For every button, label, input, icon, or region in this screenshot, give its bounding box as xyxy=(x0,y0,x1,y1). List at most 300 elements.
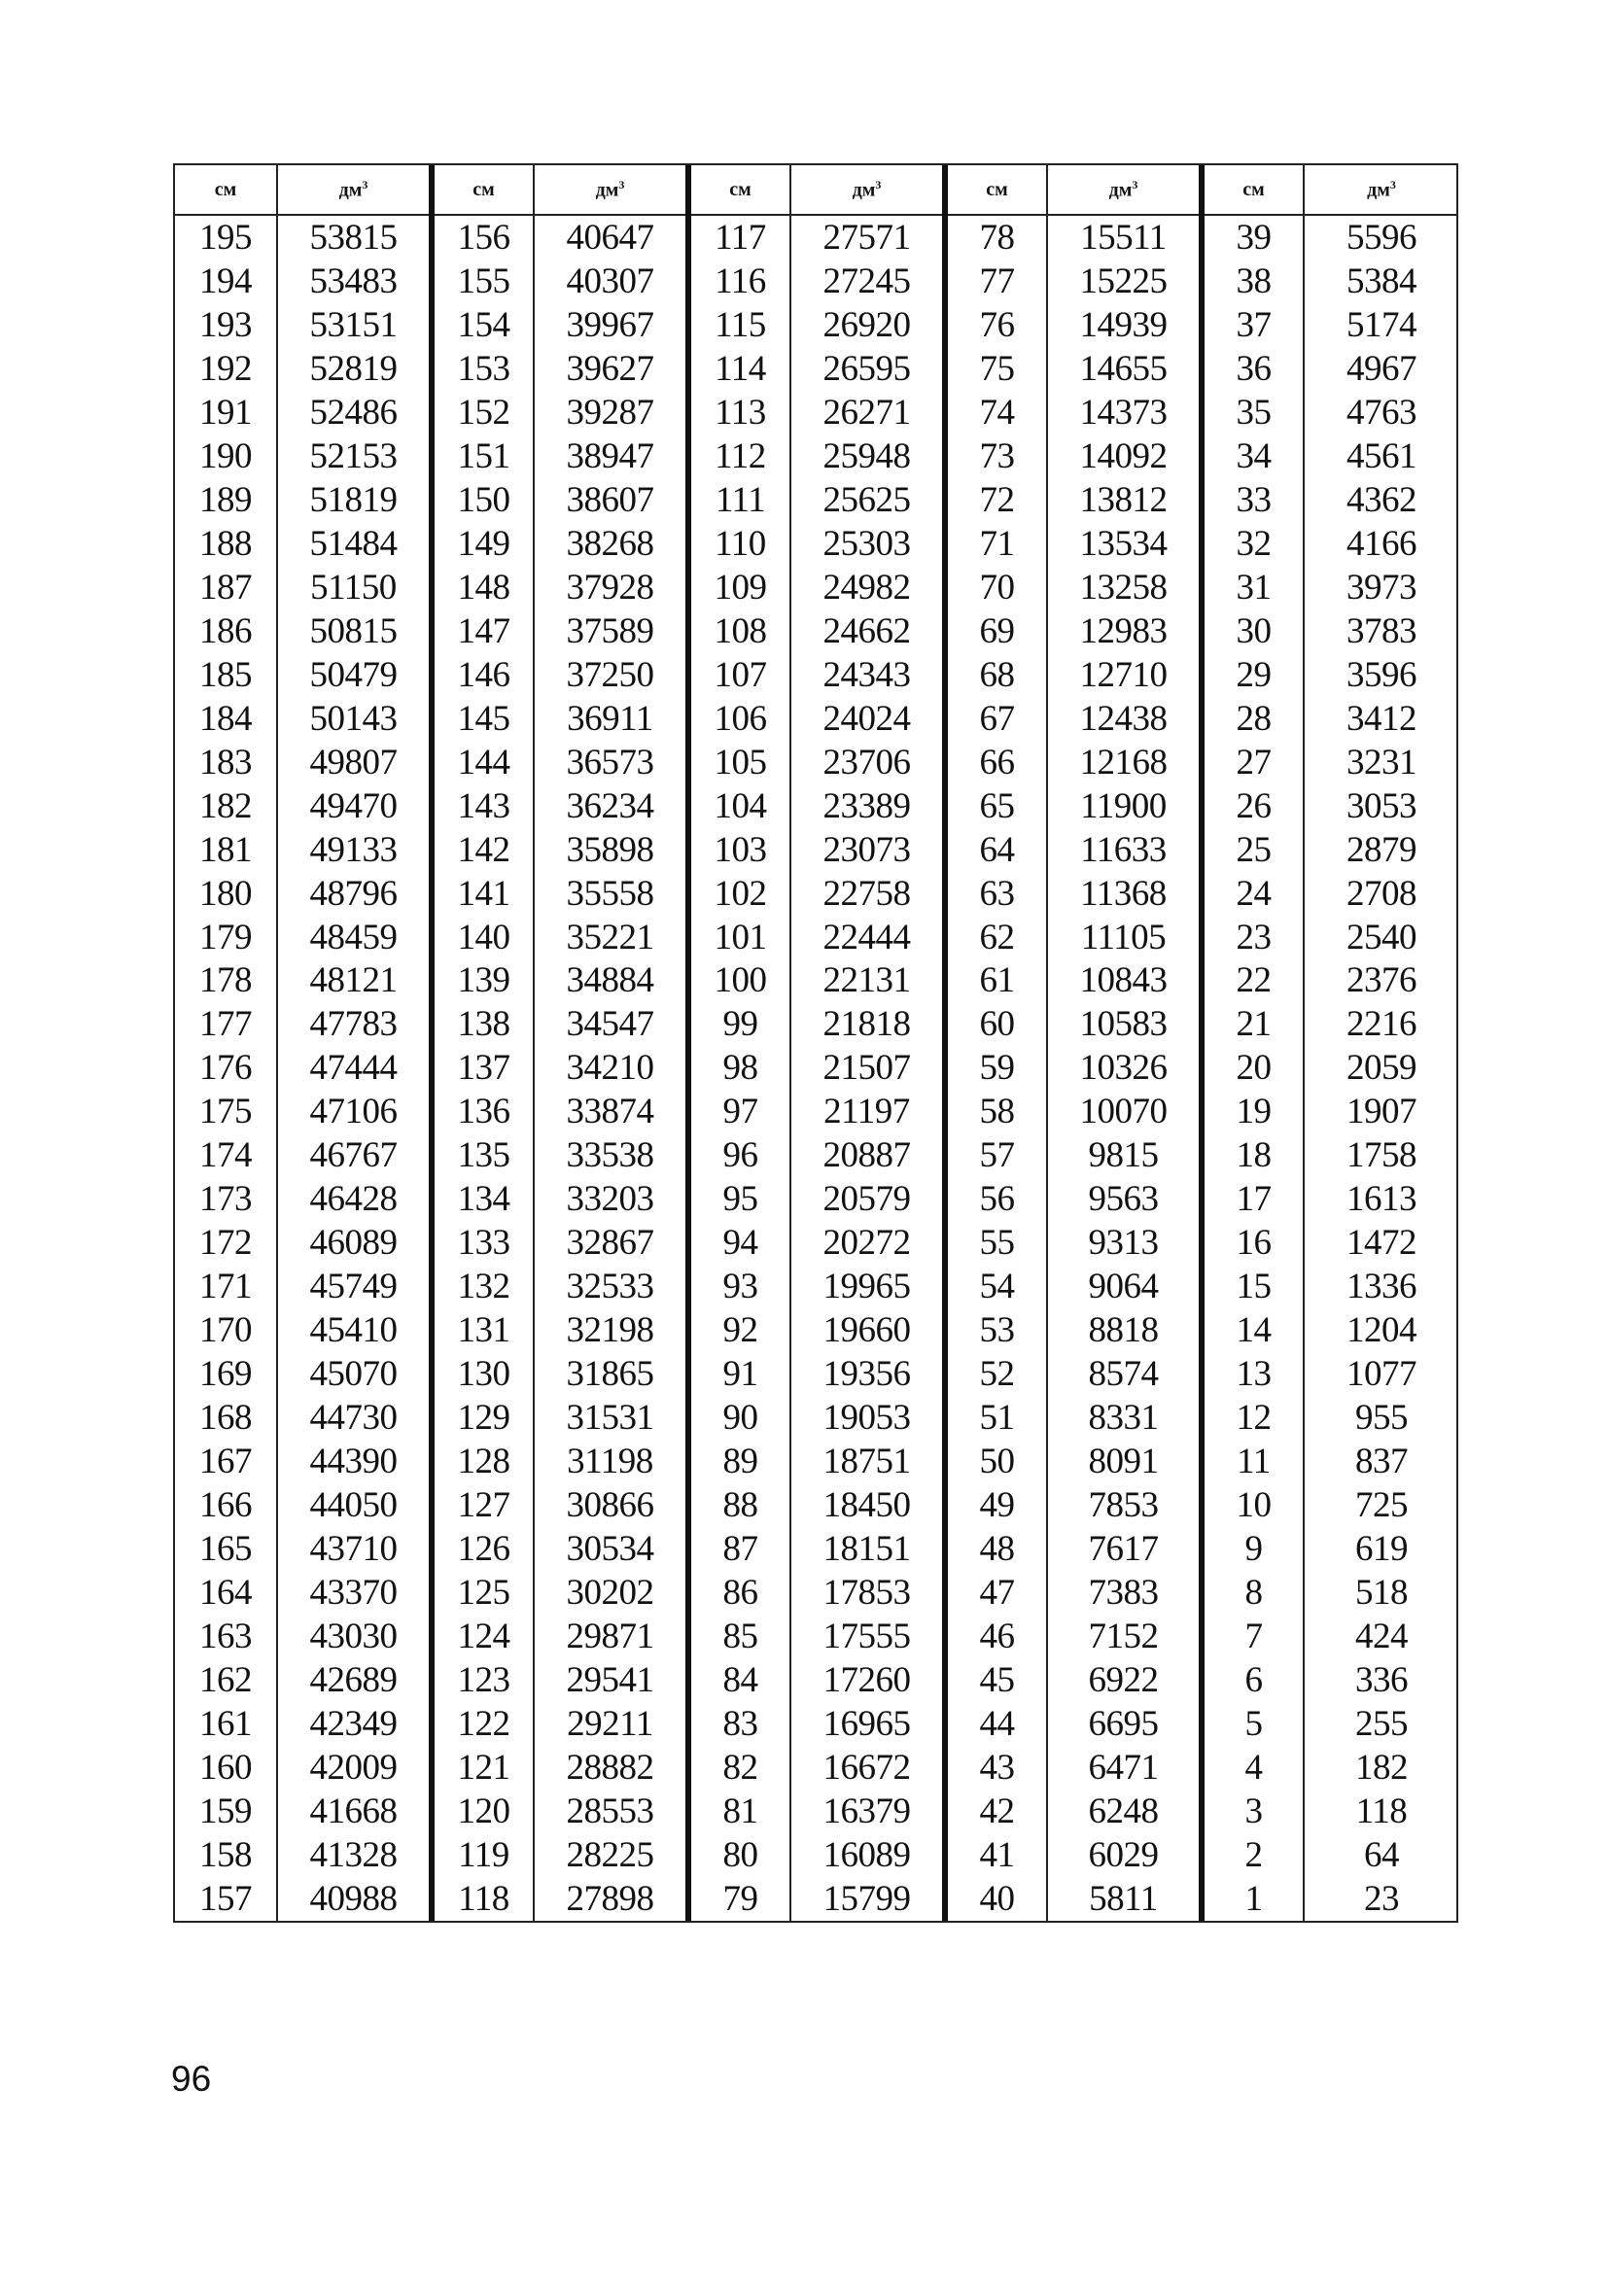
cell-dm3: 8091 xyxy=(1047,1440,1202,1483)
cell-cm: 184 xyxy=(175,697,277,741)
cell-cm: 132 xyxy=(432,1265,534,1308)
table-body xyxy=(175,215,1458,1921)
cell-dm3: 28882 xyxy=(534,1746,688,1790)
cell-cm: 108 xyxy=(688,609,790,653)
header-dm3-unit: дм xyxy=(852,179,876,201)
cell-cm: 36 xyxy=(1202,347,1304,391)
cell-cm: 173 xyxy=(175,1177,277,1221)
cell-dm3: 118 xyxy=(1355,1791,1408,1831)
cell-dm3: 2879 xyxy=(1346,829,1416,870)
cell-dm3: 11633 xyxy=(1047,828,1202,872)
cell-dm3: 51819 xyxy=(277,478,432,522)
table-row xyxy=(175,1658,1458,1702)
cell-dm3: 13812 xyxy=(1047,478,1202,522)
cell-dm3: 1204 xyxy=(1346,1310,1416,1351)
cell-cm: 27 xyxy=(1202,741,1304,784)
cell-cm: 70 xyxy=(945,566,1047,609)
cell-dm3: 33538 xyxy=(534,1133,688,1177)
cell-dm3: 22758 xyxy=(790,872,945,916)
cell-cm: 3 xyxy=(1202,1790,1304,1833)
cell-cm: 26 xyxy=(1202,784,1304,828)
cell-dm3: 53815 xyxy=(277,215,432,260)
cell-cm: 28 xyxy=(1202,697,1304,741)
header-dm3-exponent: 3 xyxy=(875,177,882,191)
cell-cm: 179 xyxy=(175,916,277,959)
table-header-row xyxy=(175,165,1458,215)
cell-dm3: 38607 xyxy=(534,478,688,522)
cell-cm: 33 xyxy=(1202,478,1304,522)
cell-dm3: 26920 xyxy=(790,303,945,347)
cell-cm: 103 xyxy=(688,828,790,872)
cell-cm: 97 xyxy=(688,1090,790,1133)
table-row xyxy=(175,303,1458,347)
cell-cm: 151 xyxy=(432,435,534,478)
cell-cm: 2 xyxy=(1202,1833,1304,1877)
cell-dm3: 24024 xyxy=(790,697,945,741)
cell-cm: 141 xyxy=(432,872,534,916)
calibration-table-frame xyxy=(173,163,1458,1923)
cell-cm: 11 xyxy=(1202,1440,1304,1483)
cell-dm3: 8818 xyxy=(1047,1308,1202,1352)
cell-cm: 80 xyxy=(688,1833,790,1877)
cell-dm3: 955 xyxy=(1355,1398,1408,1439)
cell-dm3: 32198 xyxy=(534,1308,688,1352)
cell-cm: 66 xyxy=(945,741,1047,784)
cell-cm: 161 xyxy=(175,1702,277,1746)
cell-dm3: 33874 xyxy=(534,1090,688,1133)
cell-cm: 158 xyxy=(175,1833,277,1877)
cell-cm: 84 xyxy=(688,1658,790,1702)
cell-dm3: 16089 xyxy=(790,1833,945,1877)
cell-dm3: 12438 xyxy=(1047,697,1202,741)
cell-cm: 6 xyxy=(1202,1658,1304,1702)
cell-cm: 78 xyxy=(945,215,1047,260)
header-dm3-exponent: 3 xyxy=(362,177,368,191)
cell-dm3: 52153 xyxy=(277,435,432,478)
cell-cm: 147 xyxy=(432,609,534,653)
cell-cm: 55 xyxy=(945,1221,1047,1265)
cell-dm3: 2059 xyxy=(1346,1048,1416,1089)
cell-cm: 131 xyxy=(432,1308,534,1352)
table-row xyxy=(175,1790,1458,1833)
cell-dm3: 28553 xyxy=(534,1790,688,1833)
cell-cm: 94 xyxy=(688,1221,790,1265)
cell-cm: 34 xyxy=(1202,435,1304,478)
cell-dm3: 26271 xyxy=(790,391,945,435)
cell-cm: 48 xyxy=(945,1527,1047,1571)
cell-dm3: 50815 xyxy=(277,609,432,653)
cell-dm3: 50143 xyxy=(277,697,432,741)
cell-cm: 88 xyxy=(688,1483,790,1527)
table-row xyxy=(175,1440,1458,1483)
cell-cm: 51 xyxy=(945,1396,1047,1440)
cell-dm3: 49807 xyxy=(277,741,432,784)
table-row xyxy=(175,1702,1458,1746)
cell-cm: 107 xyxy=(688,653,790,697)
cell-cm: 169 xyxy=(175,1352,277,1396)
cell-cm: 58 xyxy=(945,1090,1047,1133)
cell-dm3: 4763 xyxy=(1346,392,1416,433)
cell-dm3: 3973 xyxy=(1346,567,1416,608)
cell-cm: 153 xyxy=(432,347,534,391)
cell-cm: 170 xyxy=(175,1308,277,1352)
cell-cm: 133 xyxy=(432,1221,534,1265)
cell-cm: 160 xyxy=(175,1746,277,1790)
cell-cm: 171 xyxy=(175,1265,277,1308)
cell-cm: 128 xyxy=(432,1440,534,1483)
cell-dm3: 42009 xyxy=(277,1746,432,1790)
cell-cm: 98 xyxy=(688,1046,790,1090)
cell-dm3: 5596 xyxy=(1346,217,1416,258)
cell-cm: 115 xyxy=(688,303,790,347)
cell-cm: 17 xyxy=(1202,1177,1304,1221)
cell-dm3: 25625 xyxy=(790,478,945,522)
cell-cm: 102 xyxy=(688,872,790,916)
cell-dm3: 7617 xyxy=(1047,1527,1202,1571)
cell-cm: 87 xyxy=(688,1527,790,1571)
cell-cm: 129 xyxy=(432,1396,534,1440)
header-dm3-exponent: 3 xyxy=(1389,177,1396,191)
cell-dm3: 46428 xyxy=(277,1177,432,1221)
cell-cm: 138 xyxy=(432,1002,534,1046)
cell-dm3: 5384 xyxy=(1346,261,1416,301)
cell-cm: 146 xyxy=(432,653,534,697)
cell-dm3: 5174 xyxy=(1346,304,1416,345)
cell-dm3: 6029 xyxy=(1047,1833,1202,1877)
table-row xyxy=(175,784,1458,828)
cell-dm3: 35558 xyxy=(534,872,688,916)
cell-dm3: 18151 xyxy=(790,1527,945,1571)
cell-dm3: 39967 xyxy=(534,303,688,347)
cell-dm3: 20579 xyxy=(790,1177,945,1221)
table-row xyxy=(175,958,1458,1002)
cell-cm: 12 xyxy=(1202,1396,1304,1440)
cell-cm: 100 xyxy=(688,958,790,1002)
cell-cm: 47 xyxy=(945,1571,1047,1615)
table-row xyxy=(175,1002,1458,1046)
cell-dm3: 6471 xyxy=(1047,1746,1202,1790)
cell-dm3: 19965 xyxy=(790,1265,945,1308)
cell-dm3: 424 xyxy=(1355,1617,1408,1656)
cell-dm3: 10843 xyxy=(1047,958,1202,1002)
cell-cm: 172 xyxy=(175,1221,277,1265)
cell-cm: 106 xyxy=(688,697,790,741)
cell-dm3: 42349 xyxy=(277,1702,432,1746)
cell-dm3: 18751 xyxy=(790,1440,945,1483)
cell-cm: 121 xyxy=(432,1746,534,1790)
table-row xyxy=(175,1308,1458,1352)
cell-cm: 166 xyxy=(175,1483,277,1527)
cell-dm3: 8331 xyxy=(1047,1396,1202,1440)
cell-cm: 119 xyxy=(432,1833,534,1877)
cell-cm: 25 xyxy=(1202,828,1304,872)
cell-cm: 22 xyxy=(1202,958,1304,1002)
cell-dm3: 9563 xyxy=(1047,1177,1202,1221)
cell-dm3: 10326 xyxy=(1047,1046,1202,1090)
header-cm: см xyxy=(945,165,1047,215)
cell-dm3: 837 xyxy=(1355,1442,1408,1482)
cell-cm: 5 xyxy=(1202,1702,1304,1746)
table-row xyxy=(175,916,1458,959)
cell-dm3: 23706 xyxy=(790,741,945,784)
cell-dm3: 17555 xyxy=(790,1615,945,1658)
cell-dm3: 21818 xyxy=(790,1002,945,1046)
cell-cm: 89 xyxy=(688,1440,790,1483)
cell-cm: 150 xyxy=(432,478,534,522)
cell-dm3: 9815 xyxy=(1047,1133,1202,1177)
table-row xyxy=(175,347,1458,391)
cell-dm3: 40307 xyxy=(534,260,688,303)
cell-dm3: 46089 xyxy=(277,1221,432,1265)
cell-dm3: 1472 xyxy=(1346,1223,1416,1264)
table-row xyxy=(175,1571,1458,1615)
cell-cm: 21 xyxy=(1202,1002,1304,1046)
cell-dm3: 25303 xyxy=(790,522,945,566)
cell-dm3: 34547 xyxy=(534,1002,688,1046)
cell-dm3: 22444 xyxy=(790,916,945,959)
cell-dm3: 19660 xyxy=(790,1308,945,1352)
cell-dm3: 255 xyxy=(1355,1703,1408,1744)
cell-cm: 142 xyxy=(432,828,534,872)
table-row xyxy=(175,741,1458,784)
cell-dm3: 11368 xyxy=(1047,872,1202,916)
cell-dm3: 619 xyxy=(1355,1529,1408,1570)
cell-dm3: 3231 xyxy=(1346,742,1416,783)
cell-cm: 104 xyxy=(688,784,790,828)
cell-cm: 63 xyxy=(945,872,1047,916)
cell-dm3: 15511 xyxy=(1047,215,1202,260)
cell-dm3: 23389 xyxy=(790,784,945,828)
cell-cm: 148 xyxy=(432,566,534,609)
header-dm3 xyxy=(790,165,945,215)
cell-cm: 31 xyxy=(1202,566,1304,609)
cell-cm: 136 xyxy=(432,1090,534,1133)
cell-cm: 18 xyxy=(1202,1133,1304,1177)
cell-cm: 91 xyxy=(688,1352,790,1396)
cell-cm: 15 xyxy=(1202,1265,1304,1308)
cell-cm: 85 xyxy=(688,1615,790,1658)
cell-cm: 46 xyxy=(945,1615,1047,1658)
cell-dm3: 9064 xyxy=(1047,1265,1202,1308)
cell-dm3: 13258 xyxy=(1047,566,1202,609)
cell-cm: 168 xyxy=(175,1396,277,1440)
table-row xyxy=(175,566,1458,609)
cell-dm3: 64 xyxy=(1364,1834,1399,1875)
cell-dm3: 4362 xyxy=(1346,479,1416,520)
cell-dm3: 4561 xyxy=(1346,435,1416,476)
cell-cm: 143 xyxy=(432,784,534,828)
cell-cm: 64 xyxy=(945,828,1047,872)
cell-dm3: 44390 xyxy=(277,1440,432,1483)
table-row xyxy=(175,215,1458,260)
cell-cm: 105 xyxy=(688,741,790,784)
cell-cm: 195 xyxy=(175,215,277,260)
cell-dm3: 34884 xyxy=(534,958,688,1002)
cell-cm: 38 xyxy=(1202,260,1304,303)
cell-cm: 193 xyxy=(175,303,277,347)
cell-cm: 164 xyxy=(175,1571,277,1615)
cell-cm: 144 xyxy=(432,741,534,784)
table-row xyxy=(175,697,1458,741)
cell-cm: 54 xyxy=(945,1265,1047,1308)
cell-dm3: 12168 xyxy=(1047,741,1202,784)
cell-cm: 110 xyxy=(688,522,790,566)
cell-dm3: 24343 xyxy=(790,653,945,697)
cell-cm: 72 xyxy=(945,478,1047,522)
cell-dm3: 30866 xyxy=(534,1483,688,1527)
table-row xyxy=(175,872,1458,916)
cell-dm3: 2376 xyxy=(1346,960,1416,1001)
cell-dm3: 29871 xyxy=(534,1615,688,1658)
cell-cm: 135 xyxy=(432,1133,534,1177)
cell-dm3: 16379 xyxy=(790,1790,945,1833)
cell-cm: 111 xyxy=(688,478,790,522)
cell-dm3: 34210 xyxy=(534,1046,688,1090)
cell-dm3: 10070 xyxy=(1047,1090,1202,1133)
table-row xyxy=(175,1396,1458,1440)
cell-dm3: 42689 xyxy=(277,1658,432,1702)
cell-dm3: 31198 xyxy=(534,1440,688,1483)
cell-dm3: 19356 xyxy=(790,1352,945,1396)
cell-dm3: 38947 xyxy=(534,435,688,478)
cell-cm: 61 xyxy=(945,958,1047,1002)
cell-cm: 13 xyxy=(1202,1352,1304,1396)
table-row xyxy=(175,1177,1458,1221)
cell-cm: 40 xyxy=(945,1877,1047,1921)
table-row xyxy=(175,478,1458,522)
cell-dm3: 1907 xyxy=(1346,1092,1416,1132)
cell-cm: 45 xyxy=(945,1658,1047,1702)
cell-dm3: 48121 xyxy=(277,958,432,1002)
cell-cm: 76 xyxy=(945,303,1047,347)
cell-cm: 109 xyxy=(688,566,790,609)
cell-dm3: 22131 xyxy=(790,958,945,1002)
cell-cm: 65 xyxy=(945,784,1047,828)
cell-cm: 24 xyxy=(1202,872,1304,916)
cell-cm: 118 xyxy=(432,1877,534,1921)
cell-dm3: 29541 xyxy=(534,1658,688,1702)
cell-cm: 130 xyxy=(432,1352,534,1396)
cell-dm3: 45749 xyxy=(277,1265,432,1308)
cell-dm3: 49470 xyxy=(277,784,432,828)
cell-cm: 191 xyxy=(175,391,277,435)
cell-dm3: 15799 xyxy=(790,1877,945,1921)
cell-dm3: 20887 xyxy=(790,1133,945,1177)
cell-dm3: 36234 xyxy=(534,784,688,828)
cell-cm: 149 xyxy=(432,522,534,566)
cell-cm: 156 xyxy=(432,215,534,260)
cell-cm: 178 xyxy=(175,958,277,1002)
cell-dm3: 53151 xyxy=(277,303,432,347)
cell-cm: 74 xyxy=(945,391,1047,435)
cell-dm3: 7383 xyxy=(1047,1571,1202,1615)
cell-dm3: 31865 xyxy=(534,1352,688,1396)
cell-cm: 56 xyxy=(945,1177,1047,1221)
cell-dm3: 18450 xyxy=(790,1483,945,1527)
cell-dm3: 30202 xyxy=(534,1571,688,1615)
cell-cm: 83 xyxy=(688,1702,790,1746)
cell-cm: 81 xyxy=(688,1790,790,1833)
cell-cm: 30 xyxy=(1202,609,1304,653)
cell-dm3: 4967 xyxy=(1346,348,1416,389)
header-dm3 xyxy=(534,165,688,215)
cell-dm3: 48459 xyxy=(277,916,432,959)
table-row xyxy=(175,1090,1458,1133)
cell-dm3: 36911 xyxy=(534,697,688,741)
cell-cm: 71 xyxy=(945,522,1047,566)
cell-cm: 182 xyxy=(175,784,277,828)
cell-dm3: 45410 xyxy=(277,1308,432,1352)
cell-dm3: 16672 xyxy=(790,1746,945,1790)
cell-cm: 79 xyxy=(688,1877,790,1921)
cell-dm3: 30534 xyxy=(534,1527,688,1571)
cell-dm3: 36573 xyxy=(534,741,688,784)
cell-cm: 167 xyxy=(175,1440,277,1483)
cell-cm: 99 xyxy=(688,1002,790,1046)
table-row xyxy=(175,1265,1458,1308)
cell-dm3: 46767 xyxy=(277,1133,432,1177)
cell-cm: 137 xyxy=(432,1046,534,1090)
cell-cm: 77 xyxy=(945,260,1047,303)
cell-cm: 75 xyxy=(945,347,1047,391)
table-row xyxy=(175,653,1458,697)
cell-cm: 50 xyxy=(945,1440,1047,1483)
cell-cm: 116 xyxy=(688,260,790,303)
cell-dm3: 24662 xyxy=(790,609,945,653)
cell-cm: 159 xyxy=(175,1790,277,1833)
cell-cm: 4 xyxy=(1202,1746,1304,1790)
header-dm3 xyxy=(1304,165,1458,215)
cell-dm3: 1077 xyxy=(1346,1354,1416,1395)
cell-dm3: 20272 xyxy=(790,1221,945,1265)
header-cm: см xyxy=(688,165,790,215)
cell-cm: 60 xyxy=(945,1002,1047,1046)
table-row xyxy=(175,435,1458,478)
cell-cm: 57 xyxy=(945,1133,1047,1177)
cell-dm3: 45070 xyxy=(277,1352,432,1396)
cell-dm3: 725 xyxy=(1355,1485,1408,1526)
cell-dm3: 2708 xyxy=(1346,873,1416,914)
header-dm3-exponent: 3 xyxy=(618,177,625,191)
cell-cm: 73 xyxy=(945,435,1047,478)
cell-cm: 139 xyxy=(432,958,534,1002)
cell-cm: 114 xyxy=(688,347,790,391)
cell-cm: 175 xyxy=(175,1090,277,1133)
cell-dm3: 32533 xyxy=(534,1265,688,1308)
cell-dm3: 23 xyxy=(1364,1878,1399,1919)
cell-cm: 7 xyxy=(1202,1615,1304,1658)
cell-dm3: 27571 xyxy=(790,215,945,260)
cell-cm: 183 xyxy=(175,741,277,784)
cell-cm: 145 xyxy=(432,697,534,741)
header-dm3-unit: дм xyxy=(1108,179,1133,201)
table-row xyxy=(175,1046,1458,1090)
cell-dm3: 21197 xyxy=(790,1090,945,1133)
cell-dm3: 336 xyxy=(1355,1659,1408,1700)
cell-cm: 32 xyxy=(1202,522,1304,566)
cell-dm3: 9313 xyxy=(1047,1221,1202,1265)
cell-cm: 186 xyxy=(175,609,277,653)
cell-dm3: 12710 xyxy=(1047,653,1202,697)
cell-dm3: 44050 xyxy=(277,1483,432,1527)
table-row xyxy=(175,1615,1458,1658)
cell-dm3: 518 xyxy=(1355,1573,1408,1614)
cell-cm: 42 xyxy=(945,1790,1047,1833)
cell-dm3: 38268 xyxy=(534,522,688,566)
cell-cm: 176 xyxy=(175,1046,277,1090)
cell-dm3: 26595 xyxy=(790,347,945,391)
cell-cm: 92 xyxy=(688,1308,790,1352)
